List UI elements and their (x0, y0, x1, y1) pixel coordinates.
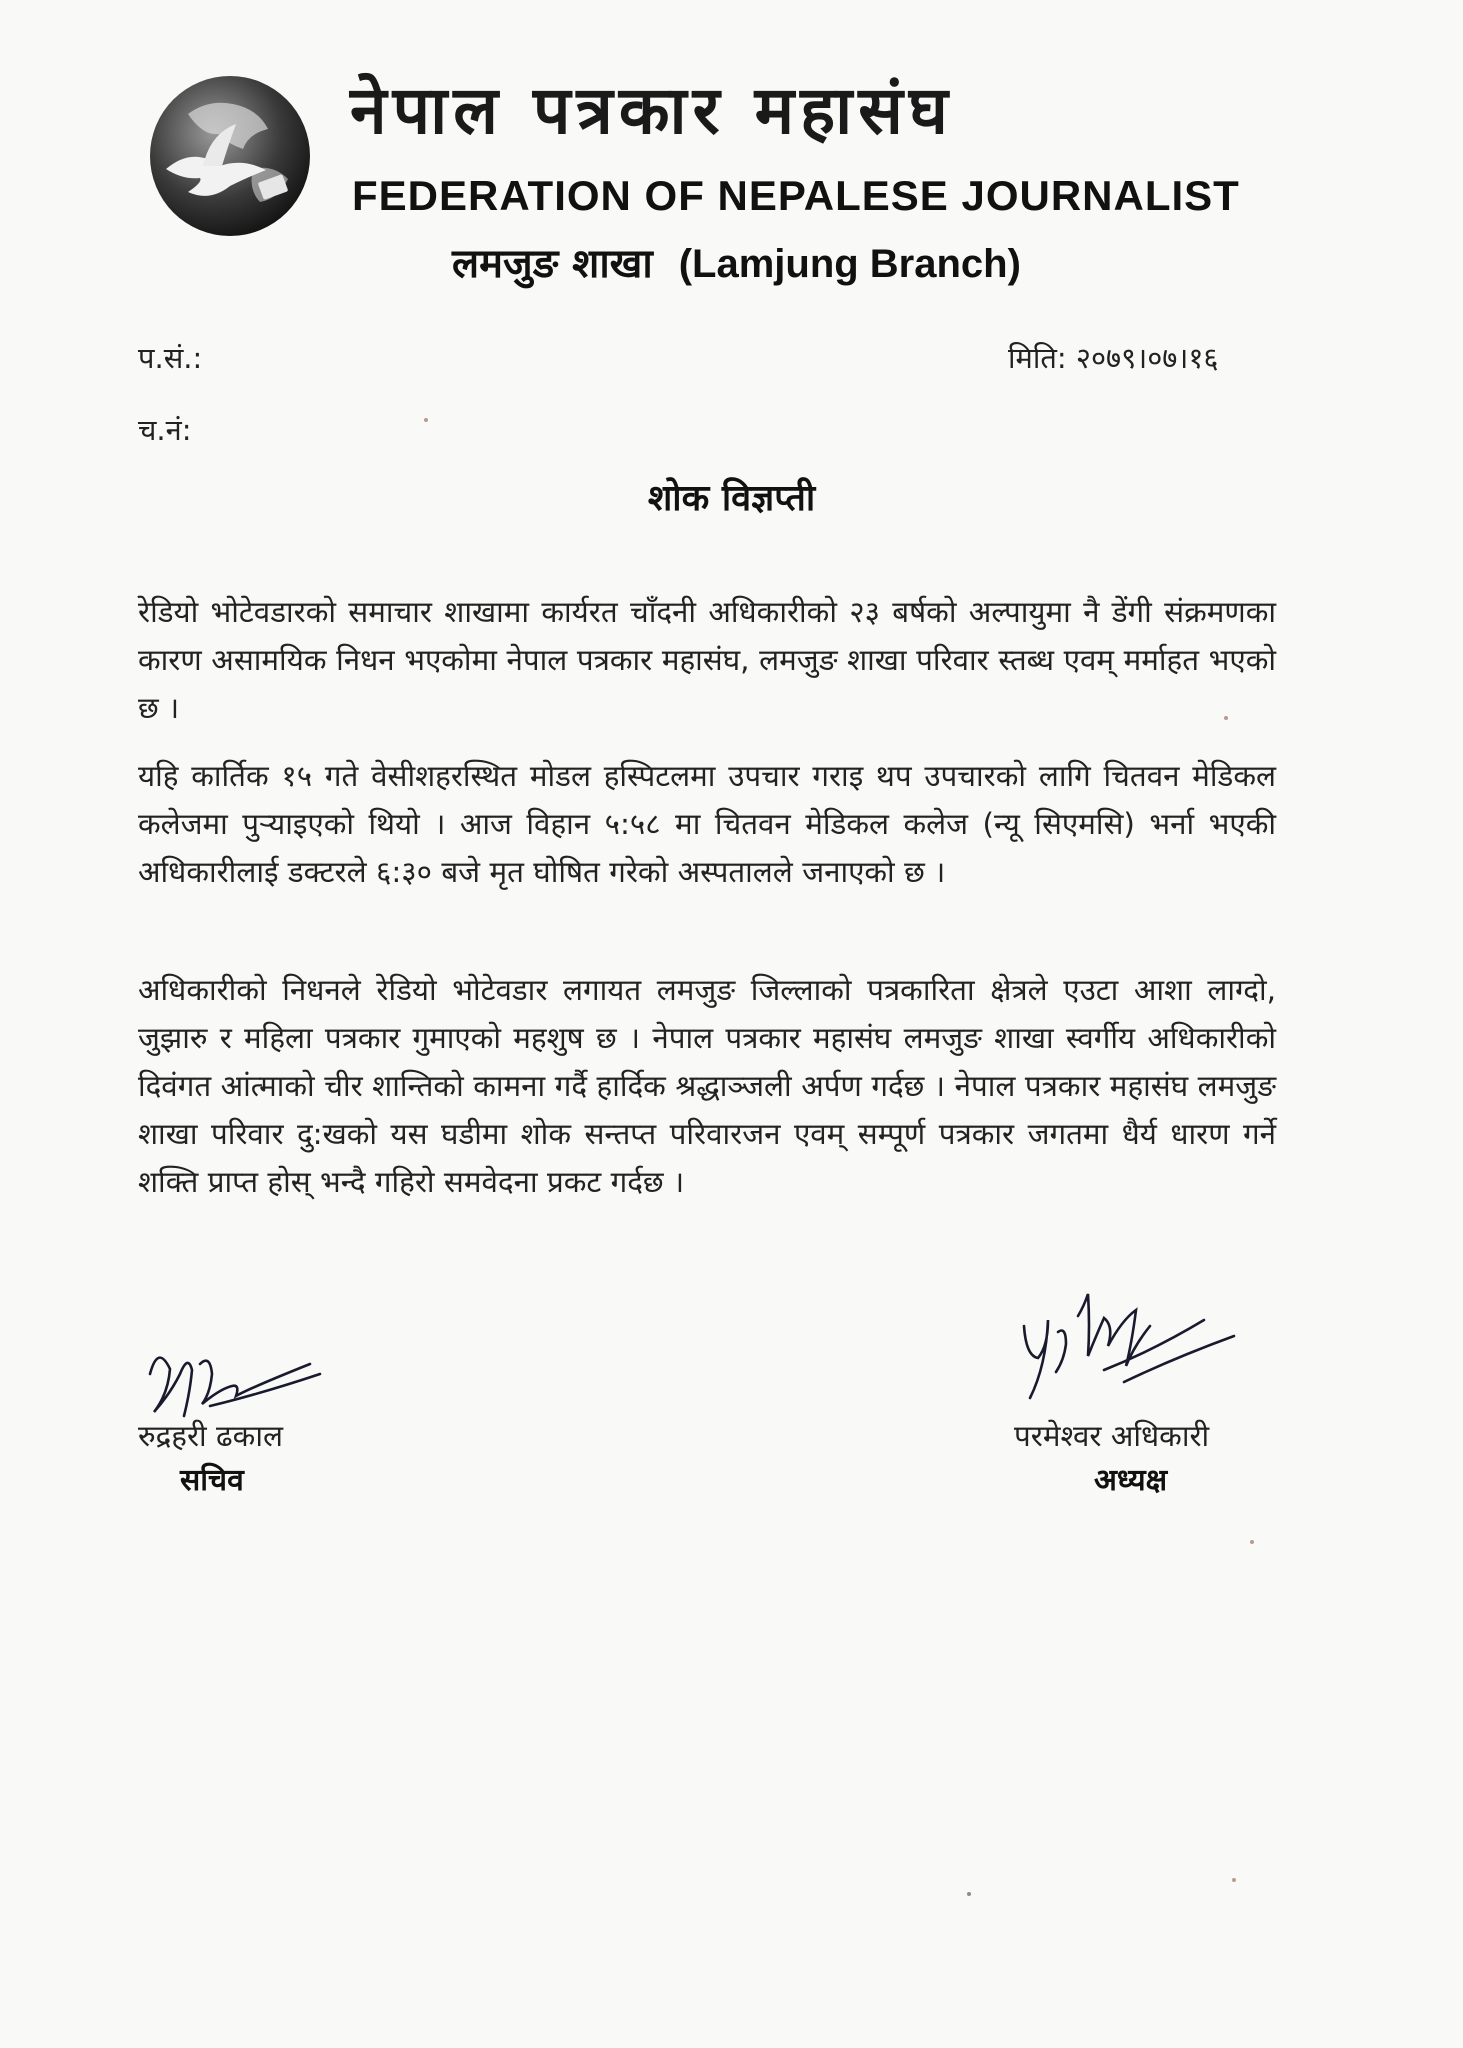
globe-dove-emblem-icon (148, 74, 312, 238)
scan-speck (1232, 1878, 1236, 1882)
branch-name-english: (Lamjung Branch) (678, 242, 1021, 286)
notice-title: शोक विज्ञप्ती (647, 478, 816, 519)
scan-speck (424, 418, 428, 422)
letter-date: मिति: २०७९।०७।१६ (1008, 341, 1219, 375)
secretary-name: रुद्रहरी ढकाल (138, 1419, 283, 1453)
body-paragraph-3: अधिकारीको निधनले रेडियो भोटेवडार लगायत लमजुङ जिल्लाको पत्रकारिता क्षेत्रले एउटा आशा लाग्दो, जुझारु र महिला पत्रकार गुमाएको महशुष छ । नेपाल पत्रकार महासंघ लमजुङ शाखा स्वर्गीय अधिकारीको दिवंगत आंत्माको चीर शान्तिको कामना गर्दै हार्दिक श्रद्धाञ्जली अर्पण गर्दछ । नेपाल पत्रकार महासंघ लमजुङ शाखा परिवार दु:खको यस घडीमा शोक सन्तप्त परिवारजन एवम् सम्पूर्ण पत्रकार जगतमा धैर्य धारण गर्ने शक्ति प्राप्त होस् भन्दै गहिरो समवेदना प्रकट गर्दछ । (138, 973, 1276, 1199)
body-paragraph-2: यहि कार्तिक १५ गते वेसीशहरस्थित मोडल हस्पिटलमा उपचार गराइ थप उपचारको लागि चितवन मेडिकल कलेजमा पुऱ्याइएको थियो । आज विहान ५:५८ मा चितवन मेडिकल कलेज (न्यू सिएमसि) भर्ना भएकी अधिकारीलाई डक्टरले ६:३० बजे मृत घोषित गरेको अस्पतालले जनाएको छ । (138, 759, 1276, 889)
president-signature (1004, 1286, 1254, 1416)
federation-name-english: FEDERATION OF NEPALESE JOURNALIST (352, 172, 1240, 219)
federation-name-nepali: नेपाल पत्रकार महासंघ (350, 72, 954, 149)
scan-speck (967, 1892, 971, 1896)
scan-speck (1250, 1540, 1254, 1544)
president-role: अध्यक्ष (1094, 1463, 1168, 1498)
secretary-role: सचिव (180, 1463, 244, 1498)
president-name: परमेश्वर अधिकारी (1014, 1419, 1210, 1453)
branch-name-nepali: लमजुङ शाखा (452, 241, 653, 287)
body-paragraph-1: रेडियो भोटेवडारको समाचार शाखामा कार्यरत चाँदनी अधिकारीको २३ बर्षको अल्पायुमा नै डेंगी संक्रमणका कारण असामयिक निधन भएकोमा नेपाल पत्रकार महासंघ, लमजुङ शाखा परिवार स्तब्ध एवम् मर्माहत भएको छ । (138, 595, 1276, 725)
scan-speck (1224, 716, 1228, 720)
branch-line (452, 234, 1252, 289)
letter-number: प.सं.: (138, 341, 203, 375)
dispatch-number: च.नं: (138, 413, 192, 447)
